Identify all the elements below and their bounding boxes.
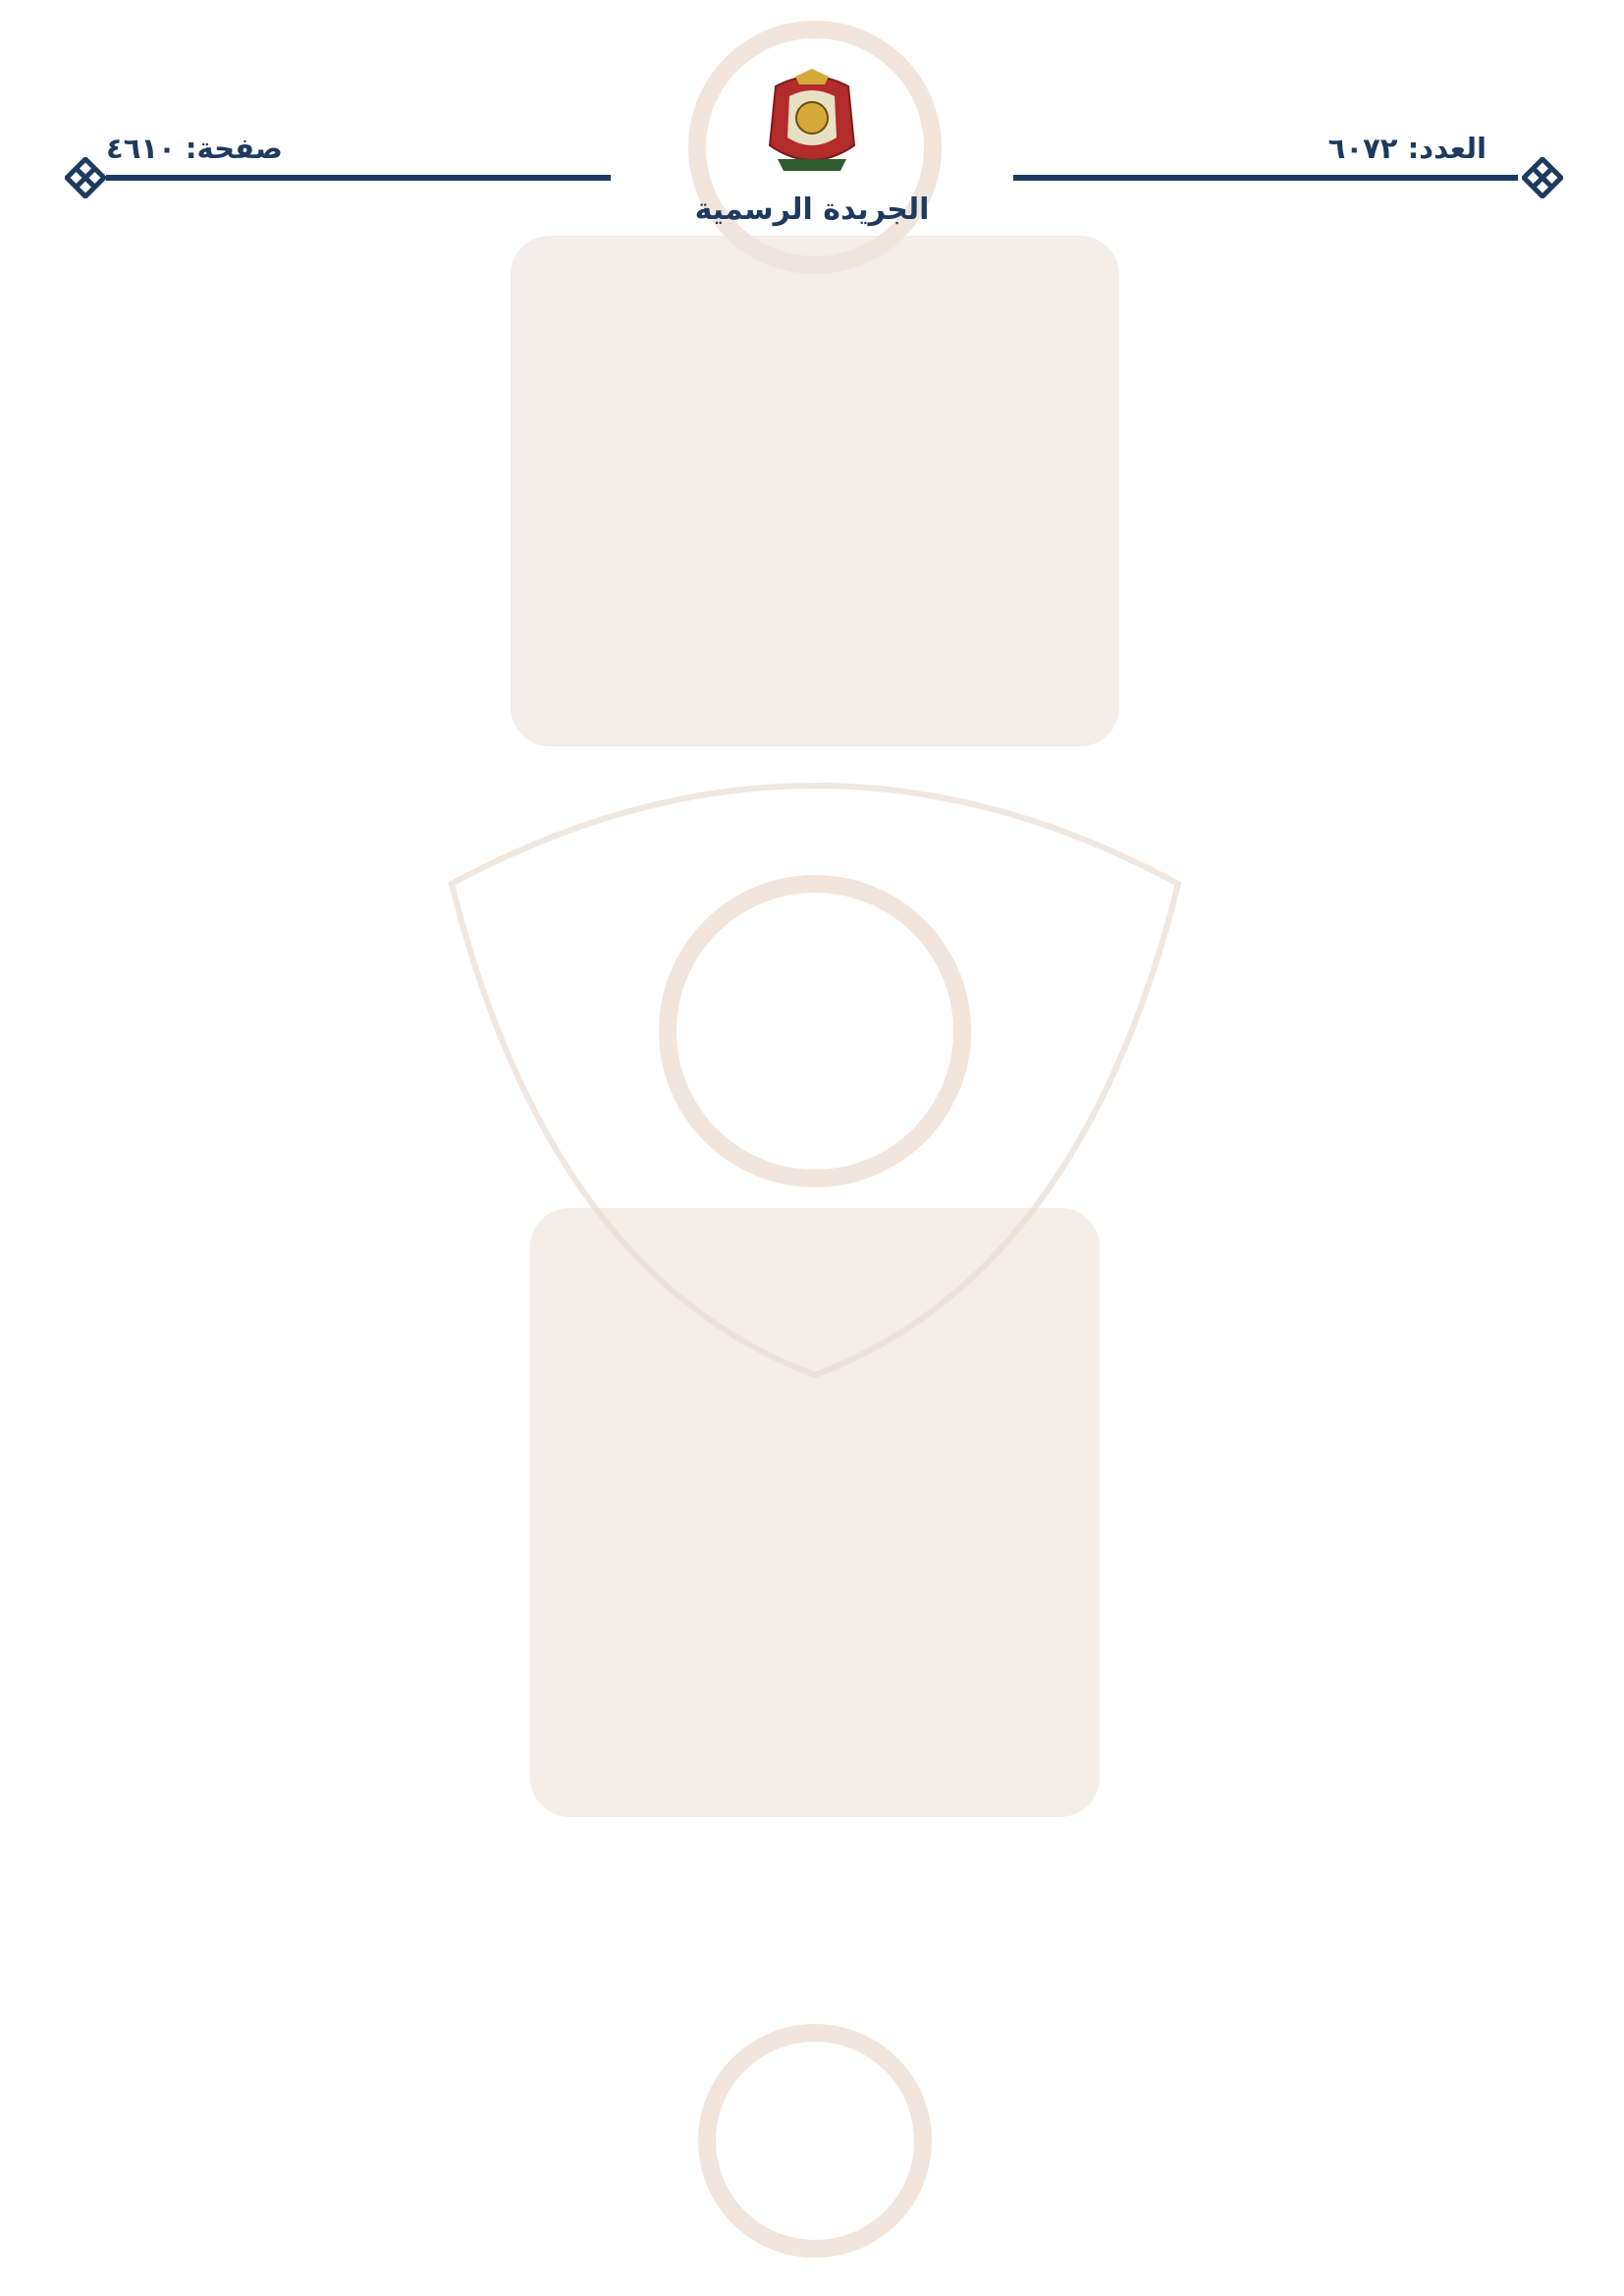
gazette-title: الجريدة الرسمية — [694, 192, 930, 227]
issue-number: العدد: ٦٠٧٢ — [1327, 132, 1487, 165]
header-rule-left — [106, 175, 611, 181]
page-header — [0, 0, 1624, 255]
header-rule-right — [1013, 175, 1518, 181]
coat-of-arms-icon — [756, 69, 868, 179]
page-number: صفحة: ٤٦١٠ — [106, 132, 283, 165]
